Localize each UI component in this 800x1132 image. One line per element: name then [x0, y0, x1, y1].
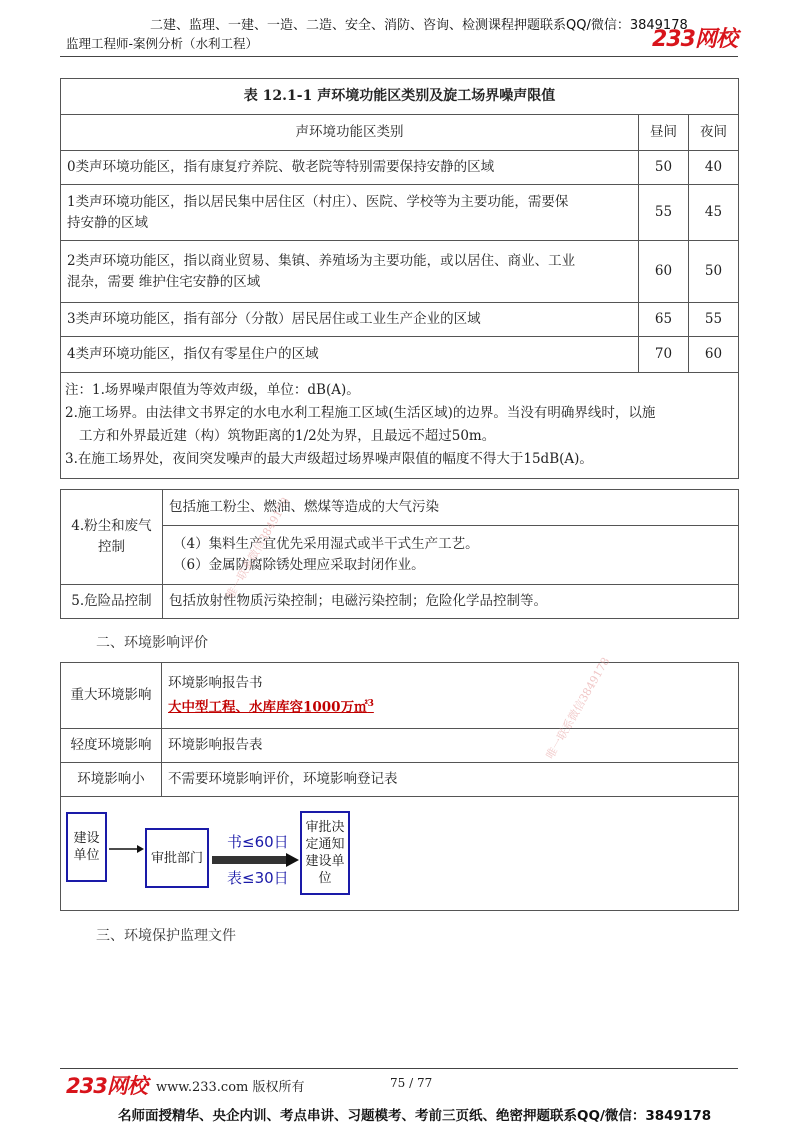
column-header-day: 昼间 [639, 115, 689, 151]
flow-box-decision-notice: 审批决定通知建设单位 [300, 811, 350, 895]
table-row-night: 40 [689, 151, 738, 185]
footer-rule [60, 1068, 738, 1069]
dust-measure-item: （6）金属防腐除锈处理应采取封闭作业。 [173, 557, 425, 573]
footer-site: www.233.com 版权所有 [156, 1080, 305, 1095]
table-row-category: 4类声环境功能区，指仅有零星住户的区域 [61, 337, 639, 373]
category-line: 1类声环境功能区，指以居民集中居住区（村庄）、医院、学校等为主要功能，需要保 [67, 193, 569, 210]
flow-label-report-book: 书≤60日 [227, 833, 289, 851]
column-header-night: 夜间 [689, 115, 738, 151]
note-line: 2.施工场界。由法律文书界定的水电水利工程施工区域(生活区域)的边界。当没有明确界线时，以施 [65, 405, 656, 421]
footer-logo-233: 233网校 [66, 1074, 147, 1098]
table-row-day: 55 [639, 185, 689, 241]
flow-box-approval-dept: 审批部门 [145, 828, 209, 888]
flow-label-report-form: 表≤30日 [227, 869, 289, 887]
category-line: 2类声环境功能区，指以商业贸易、集镇、养殖场为主要功能，或以居住、商业、工业 [67, 252, 576, 269]
table-row-night: 45 [689, 185, 738, 241]
eia-value-text: 环境影响报告书 [168, 674, 263, 691]
eia-value [162, 663, 738, 729]
table-notes [61, 379, 738, 471]
section-heading-supervision-docs: 三、环境保护监理文件 [96, 928, 236, 944]
category-line: 持安静的区域 [67, 214, 148, 231]
eia-highlight-sup: 3 [367, 698, 374, 709]
footer-promo: 名师面授精华、央企内训、考点串讲、习题模考、考前三页纸、绝密押题联系QQ/微信：3849178 [118, 1108, 712, 1124]
eia-value: 不需要环境影响评价，环境影响登记表 [162, 763, 738, 797]
header-subtitle: 监理工程师-案例分析（水利工程） [66, 36, 259, 51]
table-row-day: 70 [639, 337, 689, 373]
dust-description: 包括施工粉尘、燃油、燃煤等造成的大气污染 [163, 490, 738, 526]
eia-label: 环境影响小 [61, 763, 162, 797]
eia-value: 环境影响报告表 [162, 729, 738, 763]
table-row-category [61, 185, 639, 241]
dust-measure-item: （4）集料生产宜优先采用湿式或半干式生产工艺。 [173, 536, 479, 552]
eia-label: 重大环境影响 [61, 663, 162, 729]
table-row-night: 50 [689, 241, 738, 303]
category-line: 混杂，需要 维护住宅安静的区域 [67, 273, 261, 290]
note-line: 3.在施工场界处，夜间突发噪声的最大声级超过场界噪声限值的幅度不得大于15dB(A)。 [65, 451, 593, 467]
watermark: 唯一联系微信3849178 [543, 655, 613, 762]
table-row-day: 65 [639, 303, 689, 337]
section-heading-eia: 二、环境影响评价 [96, 635, 208, 651]
table-row-night: 55 [689, 303, 738, 337]
header-promo: 二建、监理、一建、一造、二造、安全、消防、咨询、检测课程押题联系QQ/微信：3849178 [150, 18, 688, 33]
dust-label-line: 4.粉尘和废气 [71, 518, 152, 534]
logo-233: 233网校 [652, 27, 737, 52]
note-line: 工方和外界最近建（构）筑物距离的1/2处为界，且最远不超过50m。 [79, 428, 496, 444]
table-title: 表 12.1-1 声环境功能区类别及旋工场界噪声限值 [61, 79, 738, 115]
table-row-category: 3类声环境功能区，指有部分（分散）居民居住或工业生产企业的区域 [61, 303, 639, 337]
eia-label: 轻度环境影响 [61, 729, 162, 763]
table-row-day: 60 [639, 241, 689, 303]
table-row-category: 0类声环境功能区，指有康复疗养院、敬老院等特别需要保持安静的区域 [61, 151, 639, 185]
hazard-description: 包括放射性物质污染控制；电磁污染控制；危险化学品控制等。 [169, 593, 547, 609]
hazard-label: 5.危险品控制 [61, 585, 163, 618]
eia-highlight-text: 大中型工程、水库库容1000万㎡ [168, 699, 368, 716]
flow-box-builder: 建设单位 [66, 812, 107, 882]
flow-arrow-small [109, 843, 145, 855]
dust-label-line: 控制 [98, 539, 125, 555]
table-row-day: 50 [639, 151, 689, 185]
column-header-category: 声环境功能区类别 [61, 115, 639, 151]
flow-arrow-large [212, 853, 300, 867]
eia-highlight [168, 694, 374, 719]
table-row-category [61, 241, 639, 303]
watermark: 唯一联系微信3849178 [223, 495, 293, 602]
pollution-control-table [60, 489, 739, 619]
header-rule [60, 56, 738, 57]
note-line: 注：1.场界噪声限值为等效声级，单位：dB(A)。 [65, 382, 360, 398]
noise-limit-table [60, 78, 739, 479]
eia-table [60, 662, 739, 911]
page-number: 75 / 77 [390, 1076, 433, 1090]
table-row-night: 60 [689, 337, 738, 373]
dust-label [61, 490, 163, 585]
